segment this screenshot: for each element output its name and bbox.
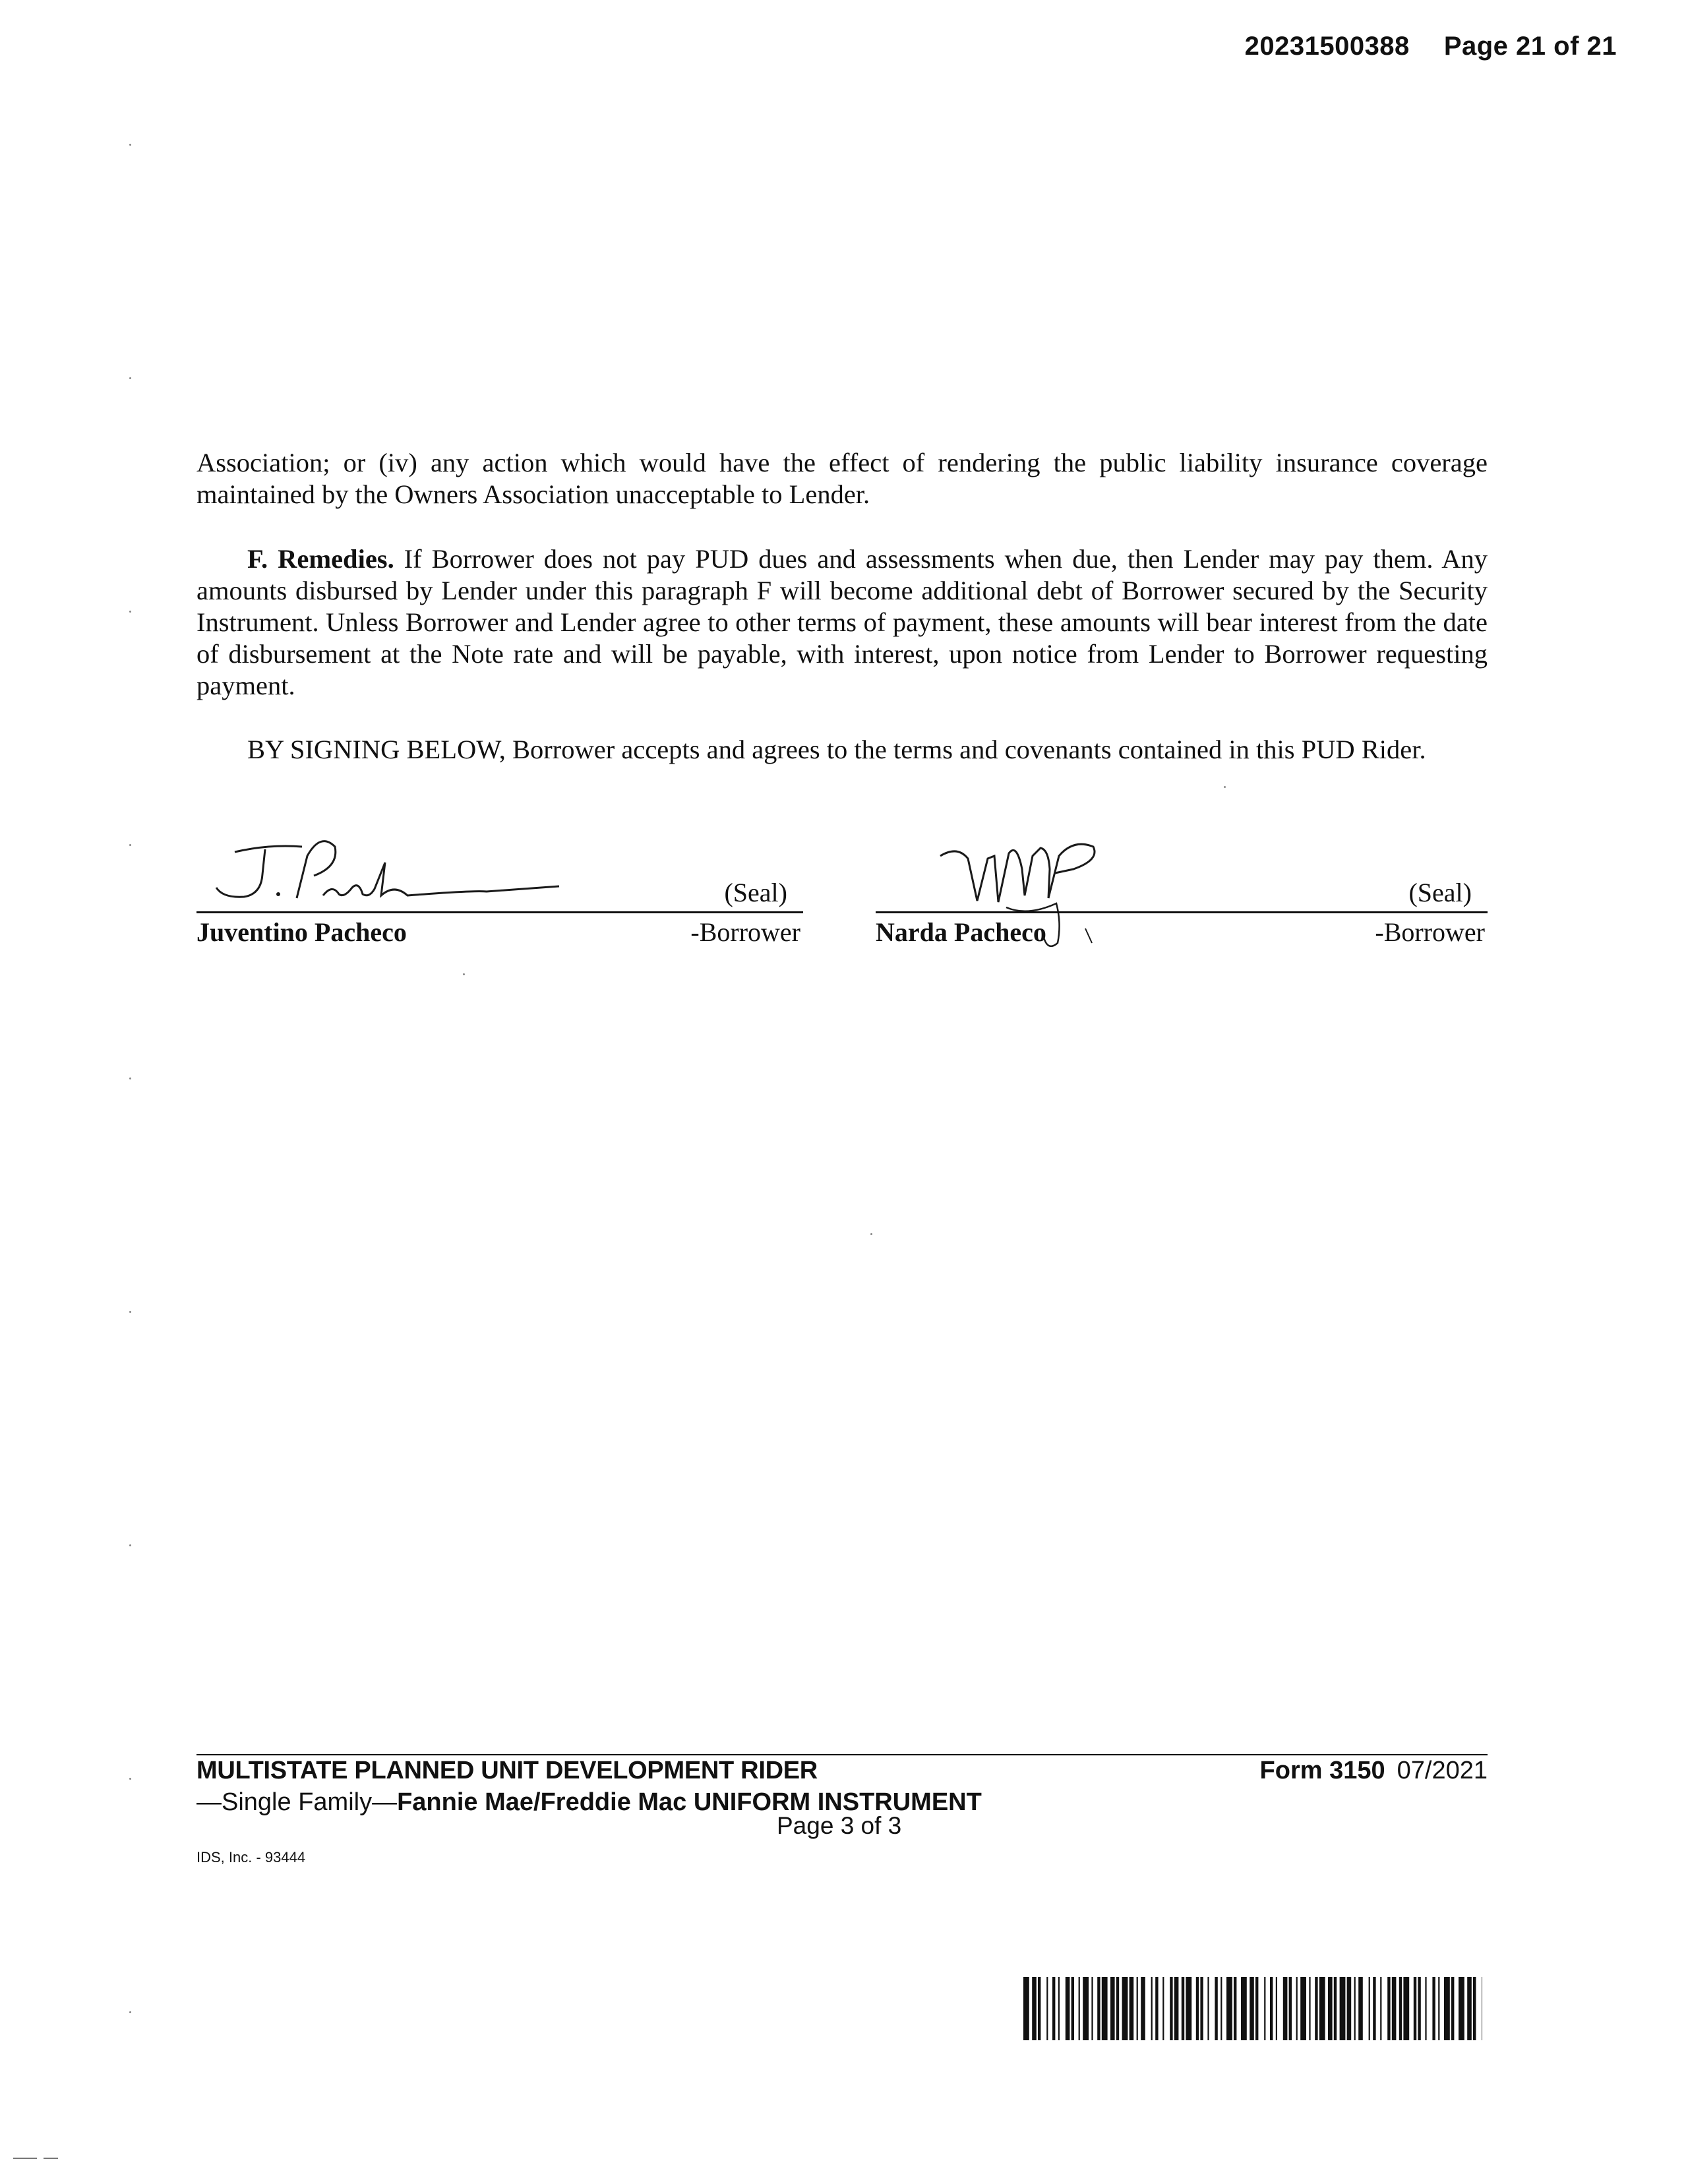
scan-speck bbox=[463, 973, 465, 975]
scan-speck bbox=[129, 1778, 131, 1780]
barcode-bar bbox=[1373, 1977, 1375, 2040]
barcode-bar bbox=[1071, 1977, 1074, 2040]
scan-speck bbox=[129, 1544, 131, 1546]
barcode-bar bbox=[1221, 1977, 1222, 2040]
barcode-bar bbox=[1207, 1977, 1209, 2040]
barcode-bar bbox=[1340, 1977, 1346, 2040]
barcode-bar bbox=[1309, 1977, 1310, 2040]
barcode-bar bbox=[1255, 1977, 1258, 2040]
barcode-bar bbox=[1110, 1977, 1115, 2040]
seal-label: (Seal) bbox=[724, 878, 787, 907]
barcode-bar bbox=[1467, 1977, 1472, 2040]
barcode-bar bbox=[1091, 1977, 1093, 2040]
barcode-bar bbox=[1046, 1977, 1048, 2040]
barcode-bar bbox=[1162, 1977, 1164, 2040]
page-indicator: Page 21 of 21 bbox=[1443, 32, 1617, 61]
barcode-bar bbox=[1052, 1977, 1055, 2040]
document-number: 20231500388 bbox=[1244, 32, 1410, 61]
barcode-bar bbox=[1392, 1977, 1397, 2040]
barcode-bar bbox=[1116, 1977, 1119, 2040]
paragraph-association: Association; or (iv) any action which would have the effect of rendering the public liability insurance coverage maintained by the Owners Association unacceptable to Lender. bbox=[196, 448, 1488, 509]
barcode-bar bbox=[1399, 1977, 1402, 2040]
signature-block-borrower-1 bbox=[196, 830, 803, 948]
barcode-bar bbox=[1130, 1977, 1134, 2040]
paragraph-remedies bbox=[196, 543, 1488, 702]
barcode-bar bbox=[1182, 1977, 1184, 2040]
barcode-bar bbox=[1315, 1977, 1317, 2040]
scan-speck bbox=[129, 2011, 131, 2013]
barcode-bar bbox=[1155, 1977, 1158, 2040]
barcode-bar bbox=[1276, 1977, 1277, 2040]
barcode-bar bbox=[1170, 1977, 1172, 2040]
barcode-bar bbox=[1234, 1977, 1236, 2040]
form-title: MULTISTATE PLANNED UNIT DEVELOPMENT RIDER bbox=[196, 1757, 818, 1784]
barcode-bar bbox=[1347, 1977, 1352, 2040]
barcode-bar bbox=[1387, 1977, 1390, 2040]
barcode-bar bbox=[1380, 1977, 1381, 2040]
scan-mark bbox=[44, 2158, 58, 2159]
scan-speck bbox=[129, 844, 131, 846]
barcode-bar bbox=[1264, 1977, 1265, 2040]
scan-speck bbox=[870, 1233, 872, 1235]
scan-speck bbox=[129, 377, 131, 379]
barcode-bar bbox=[1418, 1977, 1420, 2040]
barcode-bar bbox=[1102, 1977, 1108, 2040]
scan-speck bbox=[129, 611, 131, 613]
barcode-bar bbox=[1079, 1977, 1080, 2040]
barcode-bar bbox=[1425, 1977, 1426, 2040]
barcode-bar bbox=[1122, 1977, 1128, 2040]
barcode-bar bbox=[1038, 1977, 1040, 2040]
barcode-bar bbox=[1473, 1977, 1476, 2040]
barcode-bar bbox=[1270, 1977, 1273, 2040]
remedies-heading: F. Remedies. bbox=[247, 544, 394, 574]
signer-name: Juventino Pacheco bbox=[196, 917, 407, 947]
scan-speck bbox=[129, 1311, 131, 1313]
signature-block-borrower-2 bbox=[876, 830, 1488, 948]
barcode-bar bbox=[1083, 1977, 1089, 2040]
form-subtitle-instrument: Fannie Mae/Freddie Mac UNIFORM INSTRUMENT bbox=[397, 1788, 982, 1816]
barcode-bar bbox=[1215, 1977, 1217, 2040]
barcode-bar bbox=[1300, 1977, 1306, 2040]
scan-speck bbox=[1224, 786, 1226, 788]
barcode-bar bbox=[1137, 1977, 1138, 2040]
barcode-bar bbox=[1200, 1977, 1203, 2040]
barcode-bar bbox=[1296, 1977, 1298, 2040]
footer-rule bbox=[196, 1754, 1488, 1755]
seal-label: (Seal) bbox=[1408, 878, 1472, 907]
barcode-bar bbox=[1151, 1977, 1153, 2040]
signer-name: Narda Pacheco bbox=[876, 917, 1046, 947]
signer-role: -Borrower bbox=[1375, 917, 1485, 947]
barcode-bar bbox=[1186, 1977, 1191, 2040]
form-subtitle-prefix: —Single Family— bbox=[196, 1788, 398, 1816]
barcode-bar bbox=[1334, 1977, 1337, 2040]
remedies-text: If Borrower does not pay PUD dues and assessments when due, then Lender may pay them. Any amounts disbursed by Lender under this paragraph F will become additional debt of Borrower secured by the Security Instrument. Unless Borrower and Lender agree to other terms of payment, these amounts will bear interest from the date of disbursement at the Note rate and will be payable, with interest, upon notice from Lender to Borrower requesting payment. bbox=[196, 544, 1488, 700]
vendor-code: IDS, Inc. - 93444 bbox=[196, 1849, 306, 1866]
form-date: 07/2021 bbox=[1397, 1757, 1488, 1784]
barcode-bar bbox=[1403, 1977, 1409, 2040]
barcode-bar bbox=[1432, 1977, 1435, 2040]
barcode-bar bbox=[1444, 1977, 1450, 2040]
barcode-bar bbox=[1289, 1977, 1292, 2040]
barcode-bar bbox=[1241, 1977, 1247, 2040]
barcode-bar bbox=[1438, 1977, 1439, 2040]
signature-line bbox=[876, 911, 1488, 913]
barcode-bar bbox=[1451, 1977, 1454, 2040]
barcode-bar bbox=[1414, 1977, 1416, 2040]
handwritten-signature-1 bbox=[196, 830, 803, 915]
barcode-bar bbox=[1097, 1977, 1100, 2040]
form-page-number: Page 3 of 3 bbox=[777, 1812, 902, 1839]
barcode-bar bbox=[1174, 1977, 1179, 2040]
barcode-bar bbox=[1141, 1977, 1145, 2040]
page-header bbox=[1245, 32, 1617, 61]
barcode-bar bbox=[1459, 1977, 1464, 2040]
signer-role: -Borrower bbox=[690, 917, 800, 947]
form-number: Form 3150 bbox=[1259, 1757, 1385, 1784]
barcode-bar bbox=[1354, 1977, 1356, 2040]
barcode-bar bbox=[1023, 1977, 1029, 2040]
barcode-bar bbox=[1196, 1977, 1199, 2040]
barcode-bar bbox=[1250, 1977, 1254, 2040]
barcode-bar bbox=[1032, 1977, 1037, 2040]
barcode-bar bbox=[1328, 1977, 1333, 2040]
signature-line bbox=[196, 911, 803, 913]
scan-mark bbox=[13, 2158, 37, 2159]
paragraph-by-signing: BY SIGNING BELOW, Borrower accepts and agrees to the terms and covenants contained in this PUD Rider. bbox=[247, 735, 1426, 764]
form-identifier bbox=[1260, 1757, 1488, 1785]
barcode-bar bbox=[1319, 1977, 1325, 2040]
barcode-bar bbox=[1066, 1977, 1070, 2040]
scan-speck bbox=[129, 144, 131, 146]
barcode-bar bbox=[1058, 1977, 1060, 2040]
barcode bbox=[1023, 1977, 1482, 2040]
barcode-bar bbox=[1283, 1977, 1288, 2040]
barcode-bar bbox=[1358, 1977, 1363, 2040]
barcode-bar bbox=[1226, 1977, 1232, 2040]
barcode-bar bbox=[1369, 1977, 1370, 2040]
scan-speck bbox=[129, 1077, 131, 1079]
